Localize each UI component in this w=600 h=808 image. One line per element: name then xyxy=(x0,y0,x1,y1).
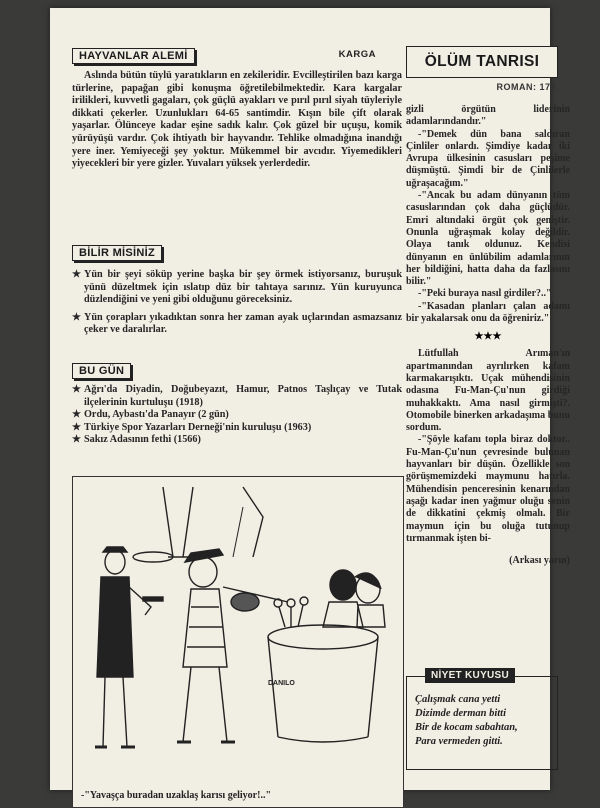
bilir-item: ★ Yün çorapları yıkadıktan sonra her zaman ayak uçlarından asmazsanız çeker ve daralırlar. xyxy=(72,311,402,336)
cartoon-signature: DANILO xyxy=(268,680,295,687)
serial-title: ÖLÜM TANRISI xyxy=(406,46,558,78)
poem-line: Para vermeden gitti. xyxy=(415,736,503,747)
bugun-item: ★ Sakız Adasının fethi (1566) xyxy=(72,434,201,446)
bugun-item: ★ Ordu, Aybastı'da Panayır (2 gün) xyxy=(72,409,229,421)
bugun-section xyxy=(72,361,402,447)
hayvanlar-section xyxy=(72,46,402,171)
serial-paragraph: gizli örgütün liderinin adamlarındandır." xyxy=(406,104,570,128)
bilir-item: ★ Yün bir şeyi söküp yerine başka bir şey örmek istiyorsanız, buruşuk yünü düzeltmek için ıslatıp düz bir tahtaya sarınız. Yün kuruyunca düzlendiğini ve yeni gibi olduğunu göreceksiniz. xyxy=(72,269,402,306)
star-icon: ★ xyxy=(72,409,82,421)
newspaper-page xyxy=(50,8,570,801)
serial-text xyxy=(406,104,570,567)
star-icon: ★ xyxy=(72,384,82,395)
cartoon-illustration xyxy=(73,477,403,777)
star-icon: ★ xyxy=(72,311,82,323)
serial-paragraph: -"Ancak bu adam dünyanın tüm casuslarından çok daha güçlüdür. Emri altındaki örgüt çok geniştir. Onunla uğraşmak kolay değildir. Olaya tanık oldunuz. Kendisi dünyanın en ünlübilim adamlarının her bildiğini, hatta daha da fazlasını bilir." xyxy=(406,190,570,288)
poem-line: Bir de kocam sabahtan, xyxy=(415,722,518,733)
bugun-item: ★ Türkiye Spor Yazarları Derneği'nin kuruluşu (1963) xyxy=(72,421,312,433)
roman-number: ROMAN: 178 xyxy=(496,82,556,92)
niyet-box xyxy=(406,670,558,770)
star-icon: ★ xyxy=(72,421,82,433)
niyet-title: NİYET KUYUSU xyxy=(425,668,515,683)
cartoon-caption: -"Yavaşça buradan uzaklaş karısı geliyor!.." xyxy=(81,790,272,801)
bugun-item: ★ Ağrı'da Diyadin, Doğubeyazıt, Hamur, Patnos Taşlıçay ve Tutak ilçelerinin kurtuluşu (1918) xyxy=(72,384,402,408)
niyet-poem xyxy=(415,693,551,749)
hayvanlar-title: HAYVANLAR ALEMİ xyxy=(72,48,195,64)
star-icon: ★ xyxy=(72,434,82,446)
hayvanlar-text: Aslında bütün tüylü yaratıkların en zekileridir. Evcilleştirilen bazı karga türlerine, papağan gibi konuşma öğretilebilmektedir. Kara kargalar irilikleri, kuvvetli gagaları, çok güçlü ayakları ve pırıl pırıl siyah tüyleriyle dikkati çekerler. Uzunlukları 64-65 santimdir. Kışın bile çift olarak yaşarlar. Ölünceye kadar eşine sadık kalır. Çok güzel bir uçuşu, komik yürüyüşü vardır. Çok ihtiyatlı bir hayvandır. Tehlike olmadığına inandığı yere iner. Yemiyeceği şey yoktur. Mükemmel bir avcıdır. Yiyemedikleri yiyecekleri bir yere gizler. Yuvaları yüksek yerlerdedir. xyxy=(72,70,402,170)
serial-paragraph: -"Şöyle kafanı topla biraz doktor.. Fu-Man-Çu'nun çevresinde bulunan hayvanları bir düşün. Özellikle son görüşmemizdeki maymunu hatırla. Mühendisin penceresinin kenarından aşağı kadar inen yağmur oluğu senin de dikkatini çekmiş olmalı. Bir maymun için bu oluğa tutunup tırmanmak işten bi- xyxy=(406,434,570,544)
serial-paragraph: -"Peki buraya nasıl girdiler?.." xyxy=(418,288,552,300)
continued-note: (Arkası yarın) xyxy=(509,555,570,567)
bilir-section xyxy=(72,243,402,337)
serial-paragraph: -"Demek dün bana saldıran Çinliler onlardı. Şimdiye kadar iki Avrupa ülkesinin casusları peşime düşmüştü. Şimdi bir de Çinlilerle uğraşacağım." xyxy=(406,128,570,189)
serial-paragraph: -"Kasadan planları çalan adamı bir yakalarsak onu da öğreniriz." xyxy=(406,300,570,325)
bugun-title: BU GÜN xyxy=(72,363,131,379)
bilir-title: BİLİR MİSİNİZ xyxy=(72,245,162,261)
star-icon: ★ xyxy=(72,269,82,280)
serial-paragraph: Lütfullah Arıman'ın apartmanından ayrılırken kafam karmakarışıktı. Uçak mühendisinin odasına Fu-Man-Çu'nun girdiği muhakkaktı. Ama nasıl girmişti?. Otomobile binerken arkadaşıma bunu sordum. xyxy=(406,348,570,434)
hayvanlar-subtitle: KARGA xyxy=(338,49,376,60)
section-divider-stars: ★★★ xyxy=(474,331,502,343)
poem-line: Dizimde derman bitti xyxy=(415,708,507,719)
poem-line: Çalışmak cana yetti xyxy=(415,694,501,705)
cartoon-frame xyxy=(72,476,404,808)
